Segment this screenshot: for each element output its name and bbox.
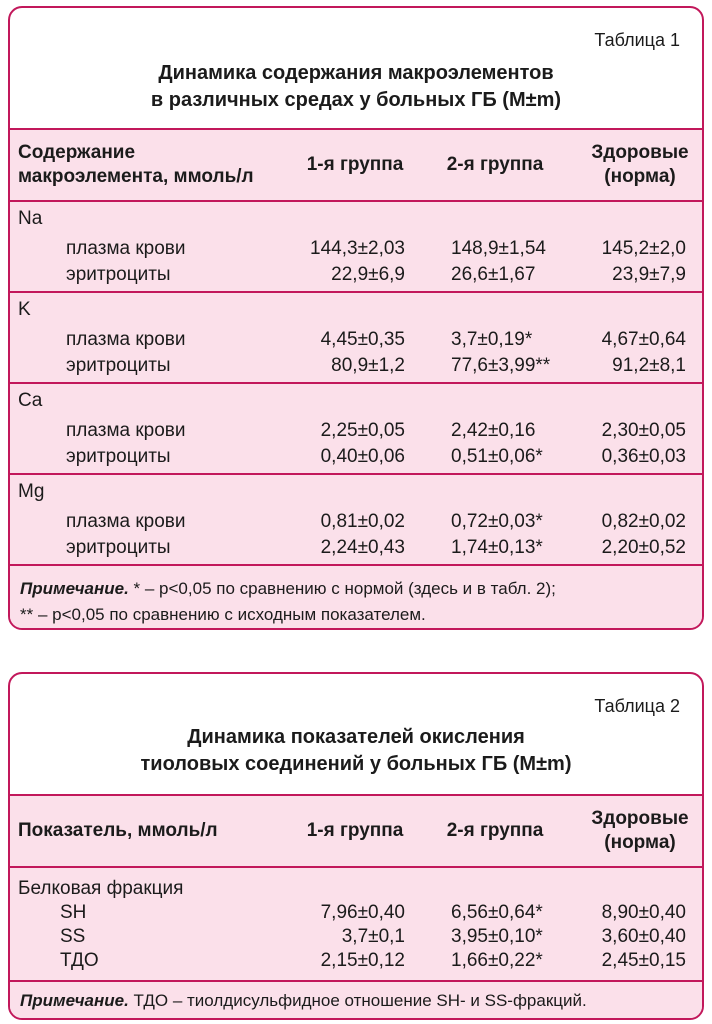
header-col-norm-line-2: (норма) xyxy=(604,166,676,187)
row-label: эритроциты xyxy=(66,446,171,467)
row-label: плазма крови xyxy=(66,329,186,350)
table-2-header xyxy=(10,796,702,866)
row-label: ТДО xyxy=(60,950,99,971)
table-1-group-k xyxy=(10,293,702,382)
table-2-card xyxy=(8,672,704,1020)
cell-group-1: 2,15±0,12 xyxy=(320,950,405,971)
row-label: SS xyxy=(60,926,86,947)
cell-group-2: 26,6±1,67 xyxy=(451,264,536,285)
row-label: эритроциты xyxy=(66,355,171,376)
cell-group-2: 77,6±3,99** xyxy=(451,355,551,376)
table-1-note-line-2: ** – р<0,05 по сравнению с исходным показателем. xyxy=(20,605,426,624)
cell-group-2: 0,72±0,03* xyxy=(451,511,543,532)
table-2-title xyxy=(10,724,702,778)
cell-group-2: 2,42±0,16 xyxy=(451,420,536,441)
cell-group-1: 3,7±0,1 xyxy=(341,926,405,947)
cell-norm: 2,20±0,52 xyxy=(601,537,686,558)
table-1-group-mg xyxy=(10,475,702,564)
cell-group-2: 3,95±0,10* xyxy=(451,926,543,947)
cell-group-1: 0,81±0,02 xyxy=(320,511,405,532)
row-label: плазма крови xyxy=(66,238,186,259)
header-col-group-1: 1-я группа xyxy=(306,154,404,175)
table-1-title-line-2: в различных средах у больных ГБ (M±m) xyxy=(150,89,562,111)
table-1-group-ca xyxy=(10,384,702,473)
table-2-note xyxy=(10,982,702,1020)
table-1-note xyxy=(10,566,702,630)
table-1-caption: Таблица 1 xyxy=(594,30,680,50)
group-element-label: K xyxy=(18,299,31,320)
header-col-group-2: 2-я группа xyxy=(446,154,544,175)
cell-group-1: 0,40±0,06 xyxy=(320,446,405,467)
header-col-element-line-1: Содержание xyxy=(18,142,136,163)
cell-norm: 23,9±7,9 xyxy=(612,264,686,285)
cell-group-2: 1,66±0,22* xyxy=(451,950,543,971)
cell-norm: 91,2±8,1 xyxy=(612,355,686,376)
table-2-group-protein xyxy=(10,868,702,980)
cell-norm: 3,60±0,40 xyxy=(601,926,686,947)
header-col-group-2: 2-я группа xyxy=(446,820,544,841)
cell-norm: 2,45±0,15 xyxy=(601,950,686,971)
header-col-element-line-2: макроэлемента, ммоль/л xyxy=(18,166,254,187)
header-col-group-1: 1-я группа xyxy=(306,820,404,841)
group-element-label: Mg xyxy=(18,481,45,502)
note-label: Примечание. xyxy=(20,991,129,1010)
cell-group-1: 7,96±0,40 xyxy=(320,902,405,923)
row-label: эритроциты xyxy=(66,264,171,285)
note-text: ТДО – тиолдисульфидное отношение SH- и SS-фракций. xyxy=(128,991,587,1010)
table-2-title-line-2: тиоловых соединений у больных ГБ (M±m) xyxy=(140,753,572,775)
cell-group-1: 4,45±0,35 xyxy=(320,329,405,350)
cell-group-2: 6,56±0,64* xyxy=(451,902,543,923)
cell-norm: 0,82±0,02 xyxy=(601,511,686,532)
cell-group-2: 148,9±1,54 xyxy=(451,238,546,259)
cell-group-1: 2,25±0,05 xyxy=(320,420,405,441)
group-label: Белковая фракция xyxy=(18,878,184,899)
cell-group-1: 2,24±0,43 xyxy=(320,537,405,558)
cell-group-2: 3,7±0,19* xyxy=(451,329,533,350)
cell-norm: 2,30±0,05 xyxy=(601,420,686,441)
table-2-note-line xyxy=(20,989,692,1013)
row-label: эритроциты xyxy=(66,537,171,558)
header-col-indicator: Показатель, ммоль/л xyxy=(18,820,218,841)
group-element-label: Ca xyxy=(18,390,43,411)
header-col-norm-line-2: (норма) xyxy=(604,832,676,853)
header-col-norm-line-1: Здоровые xyxy=(591,808,689,829)
header-col-norm-line-1: Здоровые xyxy=(591,142,689,163)
cell-group-1: 80,9±1,2 xyxy=(331,355,405,376)
row-label: SH xyxy=(60,902,87,923)
table-2-title-line-1: Динамика показателей окисления xyxy=(187,726,525,748)
row-label: плазма крови xyxy=(66,511,186,532)
group-element-label: Na xyxy=(18,208,43,229)
table-1-group-na xyxy=(10,202,702,291)
table-1-note-line-1 xyxy=(20,577,692,601)
table-1-header xyxy=(10,130,702,200)
note-label: Примечание. xyxy=(20,579,129,598)
note-text: * – р<0,05 по сравнению с нормой (здесь и в табл. 2); xyxy=(128,579,556,598)
cell-group-1: 22,9±6,9 xyxy=(331,264,405,285)
cell-norm: 4,67±0,64 xyxy=(601,329,686,350)
cell-norm: 145,2±2,0 xyxy=(601,238,686,259)
table-1-card xyxy=(8,6,704,630)
cell-group-1: 144,3±2,03 xyxy=(310,238,405,259)
table-1-title-line-1: Динамика содержания макроэлементов xyxy=(158,62,554,84)
cell-group-2: 0,51±0,06* xyxy=(451,446,543,467)
cell-norm: 8,90±0,40 xyxy=(601,902,686,923)
table-1-title xyxy=(10,60,702,114)
row-label: плазма крови xyxy=(66,420,186,441)
table-2-caption: Таблица 2 xyxy=(594,696,680,716)
cell-norm: 0,36±0,03 xyxy=(601,446,686,467)
cell-group-2: 1,74±0,13* xyxy=(451,537,543,558)
